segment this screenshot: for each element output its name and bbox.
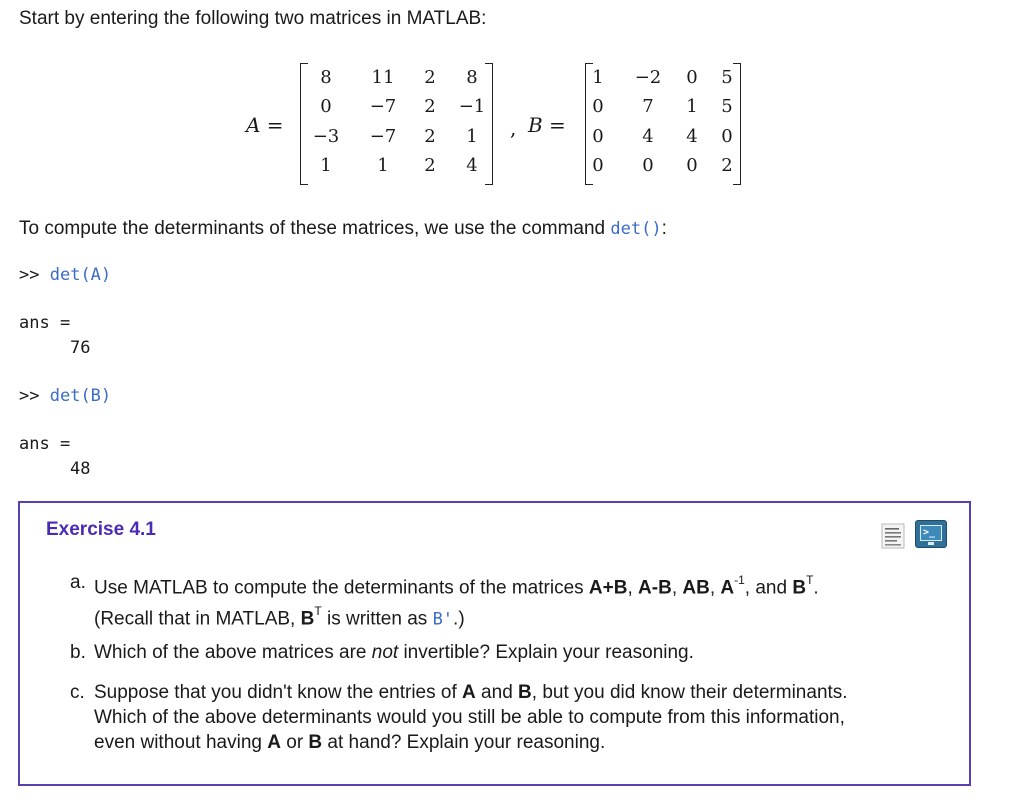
note-close: .)	[453, 608, 465, 630]
console-prompt: >>	[19, 265, 40, 285]
matrix-a-cell: 8	[320, 67, 332, 88]
item-a-sep: ,	[671, 577, 683, 599]
det-command: det()	[610, 219, 662, 239]
console-line-det-b	[19, 386, 111, 406]
matrix-b-label: B =	[528, 113, 566, 137]
item-b-text-end: invertible? Explain your reasoning.	[398, 642, 694, 663]
console-command-b: det(B)	[49, 386, 112, 406]
matrix-b-cell: 0	[721, 126, 733, 147]
inverse-exponent: -1	[734, 573, 745, 587]
matrix-a-cell: 8	[466, 67, 478, 88]
matrix-a-label: A =	[246, 113, 284, 137]
matrix-a-left-bracket	[300, 63, 308, 185]
item-c-l3-or: or	[280, 732, 309, 753]
terminal-screen: >_	[920, 525, 942, 541]
matrix-b-cell: 4	[642, 126, 654, 147]
matrix-b-cell: 1	[592, 67, 604, 88]
matrix-b-cell: 5	[721, 67, 733, 88]
matrix-transpose-base: B	[792, 577, 807, 599]
intro-text: Start by entering the following two matrices in MATLAB:	[19, 8, 487, 29]
matrix-b-right-bracket	[733, 63, 741, 185]
item-b-emphasis: not	[371, 642, 399, 663]
matrix-a-cell: 2	[424, 96, 436, 117]
item-a-text: Use MATLAB to compute the determinants of the matrices	[94, 577, 589, 599]
item-a-period: .	[813, 577, 819, 599]
transpose-code: B'	[432, 609, 454, 630]
matrix-a-right-bracket	[485, 63, 493, 185]
item-c-and: and	[475, 682, 519, 703]
determinant-text	[19, 218, 667, 240]
matrix-b-cell: 5	[721, 96, 733, 117]
item-c-l3-text-end: at hand? Explain your reasoning.	[322, 732, 606, 753]
matrix-b-cell: 0	[592, 155, 604, 176]
item-a-and: , and	[744, 577, 793, 599]
item-c-text: Suppose that you didn't know the entries of	[94, 682, 463, 703]
item-a-tag: a.	[70, 572, 86, 593]
console-result-value-a: 76	[70, 338, 91, 358]
matrix-b-cell: 0	[642, 155, 654, 176]
console-line-det-a	[19, 265, 111, 285]
item-a-sep: ,	[709, 577, 721, 599]
exercise-item-c-line2: Which of the above determinants would you still be able to compute from this information,	[94, 707, 845, 728]
matrix-b-cell: 0	[686, 67, 698, 88]
console-result-value-b: 48	[70, 459, 91, 479]
item-b-text: Which of the above matrices are	[94, 642, 372, 663]
console-command-a: det(A)	[49, 265, 112, 285]
matrix-inverse-base: A	[720, 577, 735, 599]
matrix-difference: A-B	[638, 577, 672, 599]
matrix-a-cell: −1	[458, 96, 486, 117]
matrix-a-cell: 2	[424, 126, 436, 147]
matrix-a-cell: 4	[466, 155, 478, 176]
matrix-a-cell: 2	[424, 155, 436, 176]
matrix-a-cell: 1	[320, 155, 332, 176]
matrix-separator: ,	[510, 116, 517, 140]
matrix-b-cell: 0	[592, 126, 604, 147]
note-transpose-exponent: T	[314, 604, 322, 618]
matrix-a-cell: −3	[312, 126, 340, 147]
exercise-item-c-line3	[94, 730, 605, 755]
item-c-matrix-b: B	[518, 682, 532, 703]
item-c-text-end: , but you did know their determinants.	[531, 682, 848, 703]
note-open: (Recall that in MATLAB,	[94, 608, 301, 630]
matrix-b-cell: 4	[686, 126, 698, 147]
terminal-stand	[928, 542, 934, 545]
item-c-l3-matrix-b: B	[308, 732, 323, 753]
item-c-matrix-a: A	[462, 682, 476, 703]
note-b: B	[300, 608, 315, 630]
matrix-b-cell: −2	[634, 67, 662, 88]
item-c-l3-matrix-a: A	[267, 732, 281, 753]
document-icon[interactable]	[881, 523, 905, 549]
matrix-b-cell: 0	[686, 155, 698, 176]
matrix-a-cell: −7	[369, 126, 397, 147]
console-prompt: >>	[19, 386, 40, 406]
exercise-box	[18, 501, 971, 786]
matrix-a-cell: 1	[466, 126, 478, 147]
item-c-l3-text: even without having	[94, 732, 268, 753]
determinant-text-before: To compute the determinants of these matrices, we use the command	[19, 218, 611, 239]
matrix-b-cell: 2	[721, 155, 733, 176]
terminal-icon[interactable]	[915, 520, 947, 548]
matrix-sum: A+B	[588, 577, 628, 599]
matrix-a-cell: 1	[377, 155, 389, 176]
transpose-exponent: T	[806, 573, 814, 587]
matrix-product: AB	[682, 577, 710, 599]
exercise-title: Exercise 4.1	[46, 519, 156, 540]
note-mid: is written as	[321, 608, 433, 630]
matrix-a-cell: 11	[371, 67, 395, 88]
exercise-item-a	[70, 570, 819, 600]
exercise-item-a-note	[94, 601, 465, 632]
exercise-item-c	[70, 680, 848, 705]
matrix-a-cell: 0	[320, 96, 332, 117]
item-b-tag: b.	[70, 642, 86, 663]
item-a-sep: ,	[627, 577, 639, 599]
matrix-b-cell: 0	[592, 96, 604, 117]
matrix-b-cell: 7	[642, 96, 654, 117]
exercise-item-b	[70, 640, 694, 665]
console-result-label-b: ans =	[19, 434, 71, 454]
item-c-tag: c.	[70, 682, 85, 703]
matrix-a-cell: 2	[424, 67, 436, 88]
matrix-b-cell: 1	[686, 96, 698, 117]
console-result-label-a: ans =	[19, 313, 71, 333]
matrix-a-cell: −7	[369, 96, 397, 117]
determinant-text-after: :	[661, 218, 667, 239]
